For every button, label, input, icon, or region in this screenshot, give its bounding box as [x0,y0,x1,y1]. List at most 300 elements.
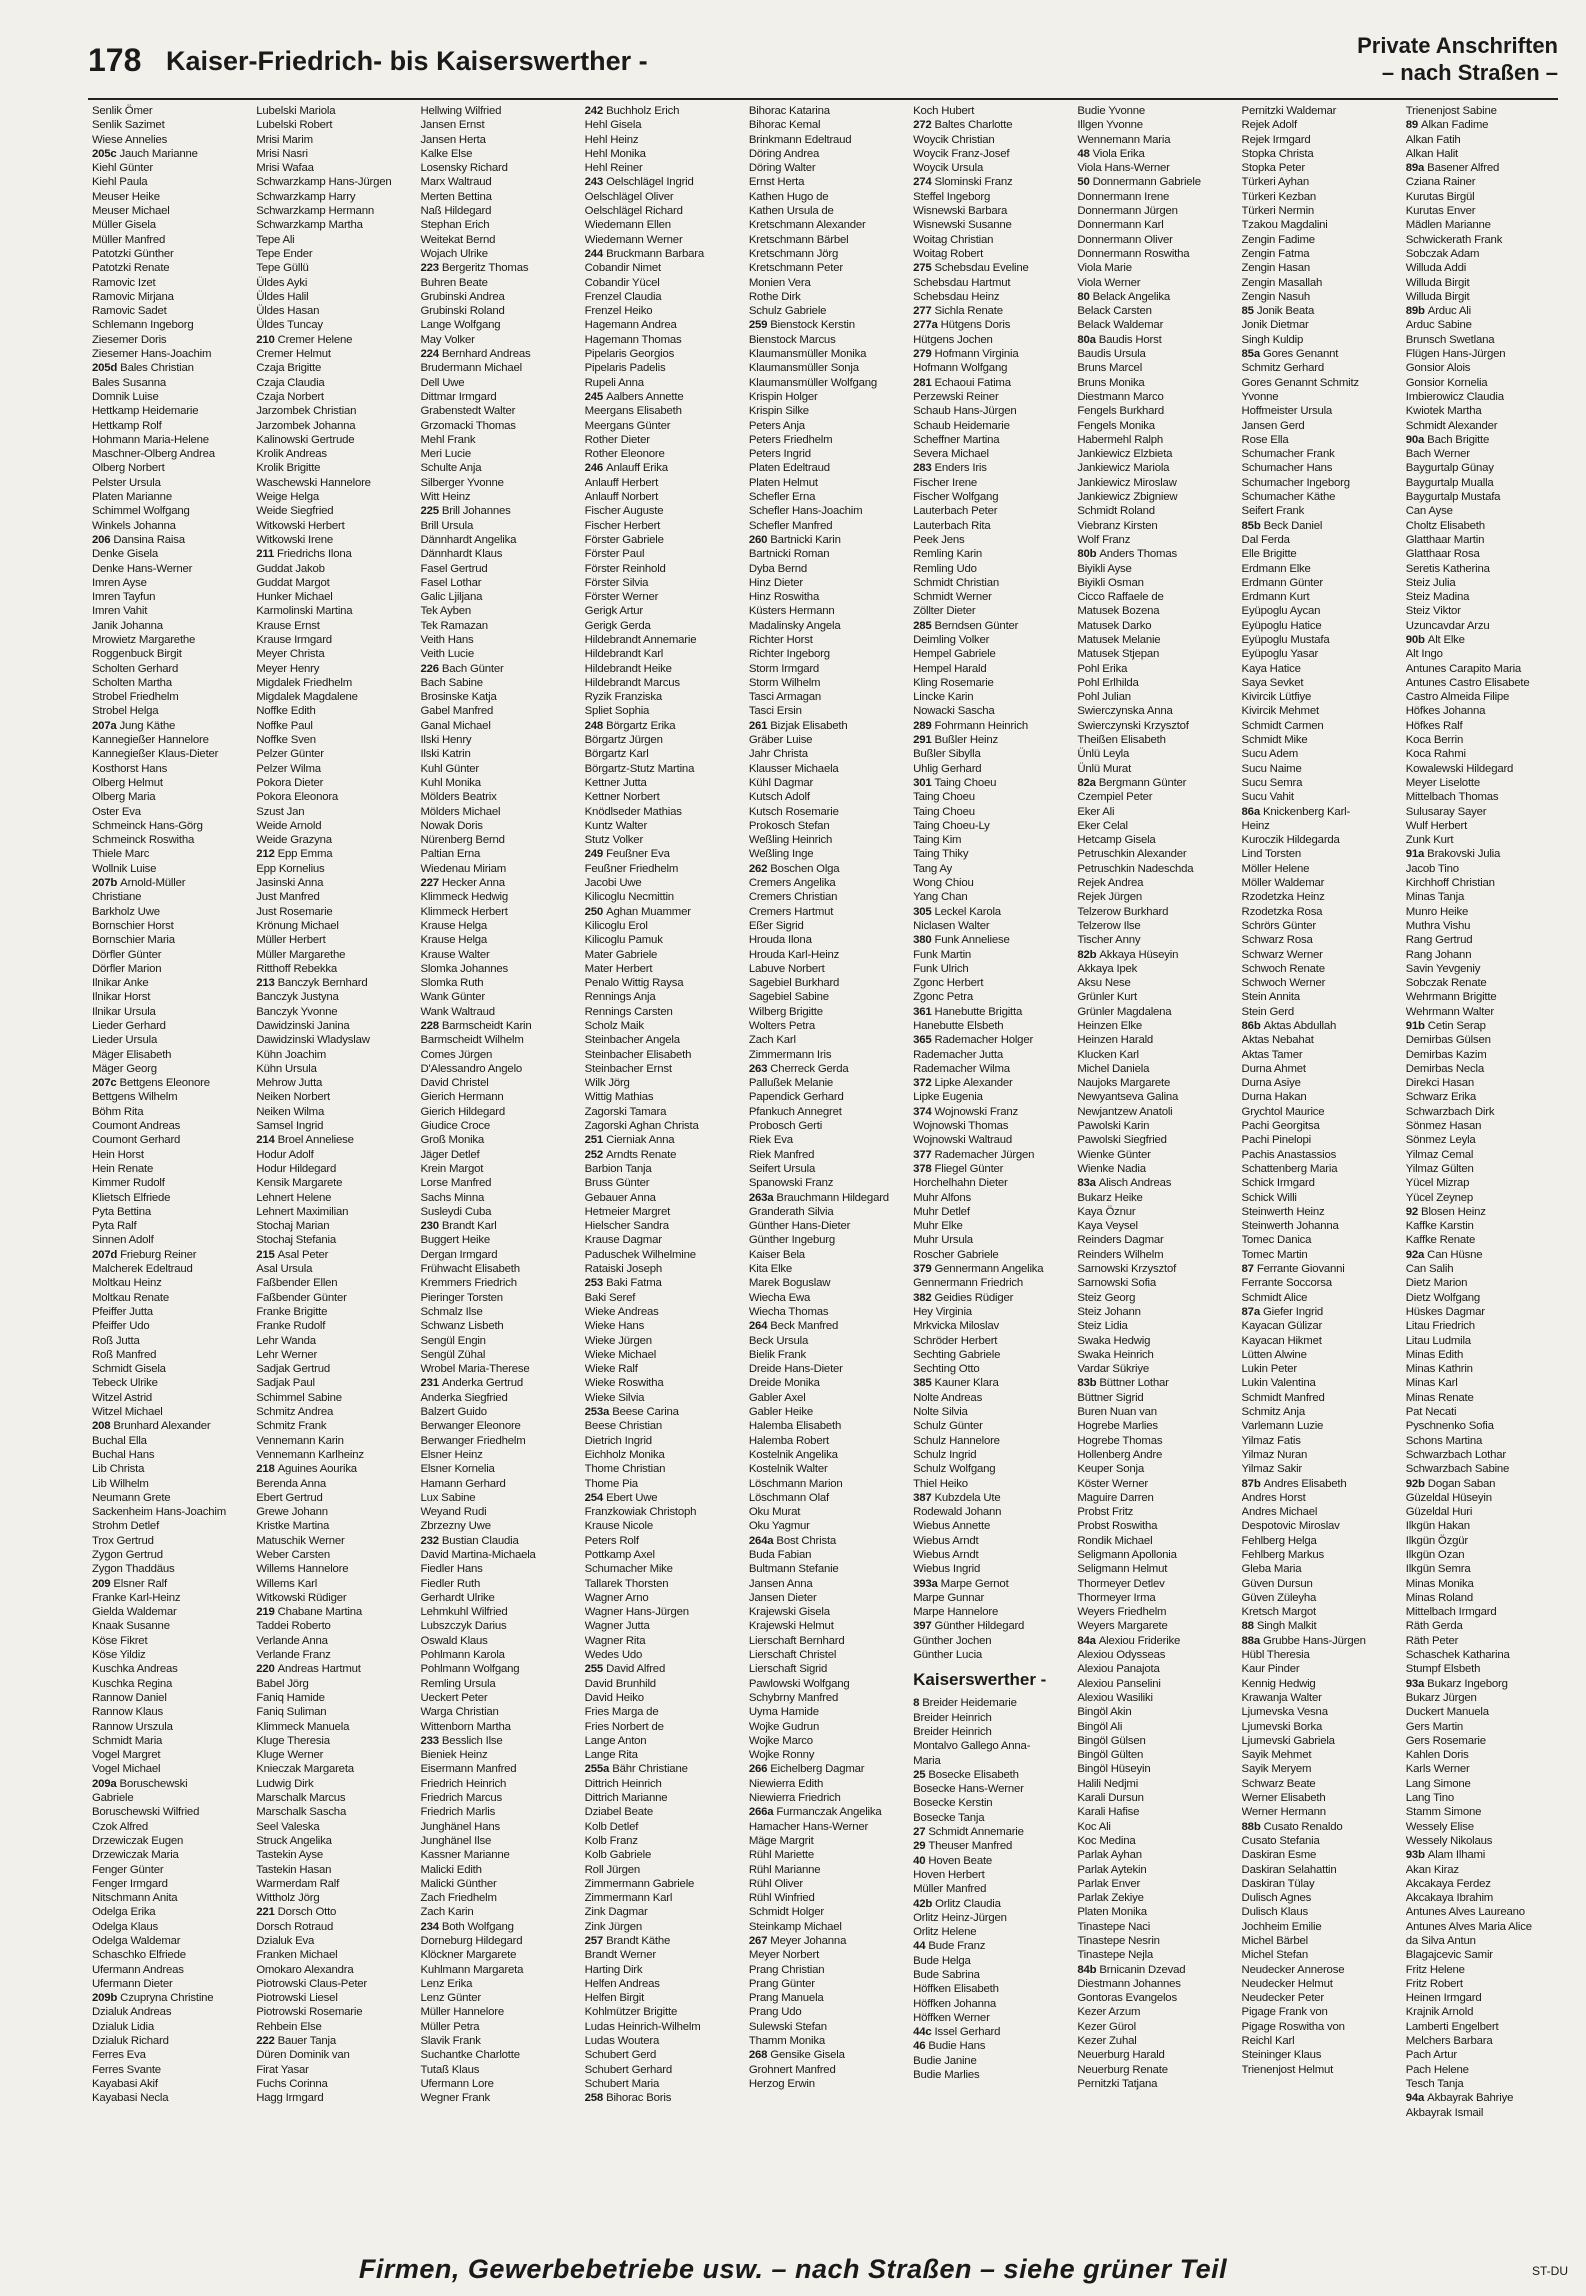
house-number: 393a [913,1577,938,1590]
resident-name: Baudis Horst [1098,333,1162,346]
resident-name: Kilicoglu Pamuk [584,934,663,947]
resident-name: Krause Helga [420,934,488,947]
resident-name: Dorsch Otto [277,1906,337,1919]
directory-entry [749,890,905,904]
directory-entry [913,948,1069,962]
resident-name: Lubelski Mariola [256,105,336,117]
directory-entry [749,1905,905,1919]
resident-name: Arnold-Müller [120,877,186,890]
directory-entry [585,1291,741,1305]
directory-entry [913,1219,1069,1233]
directory-entry [913,1391,1069,1405]
page-header [88,28,1558,100]
directory-entry [1242,104,1398,118]
resident-name: Tek Ramazan [420,619,488,632]
directory-entry [420,1491,576,1505]
resident-name: Roß Manfred [92,1348,157,1361]
directory-entry [420,1434,576,1448]
resident-name: Steffel Ingeborg [913,190,991,203]
directory-entry [1406,204,1562,218]
directory-entry [1242,133,1398,147]
house-number: 281 [913,376,932,389]
resident-name: Zach Friedhelm [420,1892,497,1905]
directory-entry [913,1711,1069,1725]
directory-entry [585,1748,741,1762]
directory-entry [256,1877,412,1891]
directory-entry [92,576,248,590]
directory-entry [420,1076,576,1090]
resident-name: Comes Jürgen [420,1048,493,1061]
directory-entry [420,1605,576,1619]
directory-entry [913,404,1069,418]
directory-entry [749,1248,905,1262]
resident-name: Spliet Sophia [584,705,650,718]
directory-entry [1242,2063,1398,2077]
resident-name: Akkaya Ipek [1077,962,1138,975]
directory-entry [256,1677,412,1691]
directory-entry [92,361,248,375]
resident-name: Güzeldal Huri [1405,1506,1473,1519]
resident-name: Brandt Karl [441,1220,497,1233]
resident-name: Pawolski Siegfried [1077,1134,1167,1147]
directory-entry [420,490,576,504]
directory-entry [913,1739,1069,1753]
directory-entry [92,948,248,962]
directory-entry [1406,1534,1562,1548]
directory-entry [913,805,1069,819]
house-number: 207c [92,1077,117,1090]
directory-entry [913,1405,1069,1419]
directory-entry [92,118,248,132]
directory-entry [1077,1562,1233,1576]
directory-entry [585,519,741,533]
directory-entry [1406,747,1562,761]
resident-name: Lenz Erika [420,1977,473,1990]
resident-name: Hodur Adolf [256,1148,314,1161]
directory-entry [749,633,905,647]
directory-entry [913,2025,1069,2039]
resident-name: Minas Roland [1405,1591,1474,1604]
resident-name: Schwarzbach Dirk [1405,1105,1495,1118]
resident-name: Lehr Werner [256,1348,318,1361]
resident-name: Drzewiczak Eugen [92,1834,184,1847]
resident-name: Kühl Dagmar [748,776,814,789]
directory-entry [585,361,741,375]
resident-name: Kezer Zuhal [1077,2035,1137,2048]
directory-entry [420,1162,576,1176]
directory-entry [1406,1677,1562,1691]
directory-entry [256,1548,412,1562]
resident-name: Alam Ilhami [1427,1849,1486,1862]
directory-entry [92,490,248,504]
resident-name: May Volker [420,333,475,346]
resident-name: Kilicoglu Necmittin [584,891,674,904]
resident-name: Elle Brigitte [1241,548,1297,561]
directory-entry [585,1762,741,1776]
directory-entry [1077,1076,1233,1090]
resident-name: Hüskes Dagmar [1405,1305,1485,1318]
resident-name: Horchelhahn Dieter [913,1177,1008,1190]
resident-name: Ernst Herta [748,176,805,189]
resident-name: Dännhardt Angelika [420,533,517,546]
resident-name: Omokaro Alexandra [256,1963,354,1976]
directory-entry [256,933,412,947]
directory-entry [420,733,576,747]
resident-name: Üldes Hasan [256,305,320,318]
resident-name: Helfen Andreas [584,1977,660,1990]
resident-name: Hrouda Karl-Heinz [748,948,840,961]
directory-entry [92,1419,248,1433]
resident-name: Hofmann Wolfgang [913,362,1008,375]
directory-entry [92,1434,248,1448]
resident-name: Remling Ursula [420,1677,496,1690]
resident-name: Olberg Norbert [92,462,165,475]
resident-name: Neuerburg Harald [1077,2049,1165,2062]
resident-name: Viola Hans-Werner [1077,162,1170,175]
resident-name: Franke Rudolf [256,1320,326,1333]
resident-name: Gierich Hildegard [420,1105,506,1118]
directory-entry [92,1591,248,1605]
directory-entry [420,590,576,604]
directory-entry [1242,1419,1398,1433]
resident-name: Labuve Norbert [748,962,825,975]
directory-entry [1406,361,1562,375]
resident-name: Stochaj Marian [256,1220,330,1233]
directory-entry [749,776,905,790]
resident-name: Jansen Anna [748,1577,813,1590]
directory-entry [92,1720,248,1734]
house-number: 222 [256,2035,275,2048]
directory-entry [913,933,1069,947]
directory-entry [749,1233,905,1247]
resident-name: Wiedemann Ellen [584,219,671,232]
resident-name: Junghänel Ilse [420,1834,492,1847]
directory-entry [1077,2034,1233,2048]
directory-entry [256,590,412,604]
directory-entry [92,1205,248,1219]
directory-entry [1406,1891,1562,1905]
directory-entry [256,647,412,661]
directory-entry [420,948,576,962]
directory-entry [913,1605,1069,1619]
directory-entry [92,433,248,447]
directory-entry [1242,590,1398,604]
directory-entry [1242,2048,1398,2062]
resident-name: Bosecke Tanja [913,1811,985,1824]
resident-name: Schröder Herbert [913,1334,998,1347]
resident-name: Michel Daniela [1077,1062,1150,1075]
directory-entry [420,719,576,733]
directory-entry [92,1062,248,1076]
resident-name: Neiken Wilma [256,1105,325,1118]
resident-name: Thiele Marc [92,848,150,861]
directory-entry [749,1548,905,1562]
resident-name: Helfen Birgit [584,1992,645,2005]
directory-entry [1077,1462,1233,1476]
directory-entry [1077,1891,1233,1905]
resident-name: Donnermann Karl [1077,219,1164,232]
directory-entry [1406,1334,1562,1348]
resident-name: Schwarzkamp Harry [256,190,356,203]
directory-entry [92,1448,248,1462]
resident-name: Oswald Klaus [420,1634,488,1647]
directory-entry [420,1619,576,1633]
resident-name: Faniq Hamide [256,1691,325,1704]
resident-name: Jacobi Uwe [584,877,642,890]
directory-entry [1077,619,1233,633]
directory-entry [585,1777,741,1791]
resident-name: Michel Bärbel [1241,1935,1308,1947]
house-number: 372 [913,1077,932,1090]
directory-entry [92,1662,248,1676]
resident-name: Meuser Michael [92,205,170,218]
resident-name: Bach Brigitte [1427,433,1490,446]
directory-entry [913,276,1069,290]
directory-entry [585,1319,741,1333]
resident-name: Weitekat Bernd [420,233,496,246]
directory-entry [92,662,248,676]
resident-name: Tepe Güllü [256,262,309,275]
resident-name: Ebert Gertrud [256,1491,323,1504]
resident-name: Tinastepe Nesrin [1077,1935,1160,1947]
house-number: 223 [420,262,439,275]
resident-name: Koc Medina [1077,1834,1136,1847]
resident-name: Witkowski Herbert [256,519,345,532]
directory-entry [1077,276,1233,290]
directory-entry [913,1176,1069,1190]
directory-entry [1406,290,1562,304]
house-number: 249 [584,848,604,861]
directory-entry [749,747,905,761]
resident-name: Bettgens Wilhelm [92,1091,178,1104]
directory-entry [913,1619,1069,1633]
house-number: 220 [256,1663,275,1676]
resident-name: Daskiran Tülay [1241,1877,1315,1890]
house-number: 87 [1241,1263,1254,1276]
resident-name: Bustian Claudia [441,1534,519,1547]
directory-entry [420,1362,576,1376]
resident-name: Boruschewski [119,1777,188,1790]
resident-name: Schmeinck Roswitha [92,834,195,847]
directory-entry [749,2048,905,2062]
resident-name: Belack Waldemar [1077,319,1164,332]
directory-entry [585,1734,741,1748]
resident-name: Bihorac Boris [606,2092,672,2105]
resident-name: Mrkvicka Miloslav [913,1320,999,1333]
directory-entry [420,1033,576,1047]
resident-name: Thome Pia [584,1477,638,1490]
directory-entry [256,1362,412,1376]
directory-entry [420,390,576,404]
resident-name: Pernitzki Waldemar [1241,105,1337,117]
resident-name: Lierschaft Sigrid [748,1663,828,1676]
resident-name: Zygon Thaddäus [92,1563,175,1576]
resident-name: Muhr Alfons [913,1191,972,1204]
resident-name: Woitag Robert [913,247,984,260]
directory-entry [256,962,412,976]
directory-entry [256,1948,412,1962]
directory-entry [749,1891,905,1905]
directory-entry [1406,862,1562,876]
directory-entry [1242,547,1398,561]
directory-entry [256,1419,412,1433]
directory-entry [92,476,248,490]
house-number: 234 [420,1920,439,1933]
resident-name: Lierschaft Bernhard [748,1634,845,1647]
resident-name: Bach Sabine [420,676,483,689]
directory-entry [913,1090,1069,1104]
resident-name: Mittelbach Thomas [1405,791,1499,804]
resident-name: Güven Züleyha [1241,1591,1317,1604]
resident-name: Stumpf Elsbeth [1405,1663,1481,1676]
directory-entry [1406,1805,1562,1819]
resident-name: Roscher Gabriele [913,1248,999,1261]
resident-name: Hanebutte Brigitta [934,1005,1023,1018]
directory-entry [1406,304,1562,318]
directory-entry [913,1233,1069,1247]
directory-entry [1242,1348,1398,1362]
resident-name: Slomka Johannes [420,962,508,975]
directory-entry [1406,376,1562,390]
directory-entry [913,190,1069,204]
resident-name: Lenz Günter [420,1992,481,2005]
resident-name: Slavik Frank [420,2035,481,2048]
resident-name: Epp Emma [277,848,333,861]
directory-entry [1077,1591,1233,1605]
directory-entry [585,376,741,390]
directory-entry [913,1276,1069,1290]
directory-entry [1406,890,1562,904]
resident-name: Schmidt Carmen [1241,719,1324,732]
resident-name: Krause Nicole [584,1520,653,1533]
directory-entry [1406,147,1562,161]
resident-name: Barkholz Uwe [92,905,160,918]
directory-entry [256,576,412,590]
resident-name: Wedes Udo [584,1649,643,1662]
resident-name: Minas Renate [1405,1391,1474,1404]
directory-entry [420,2005,576,2019]
resident-name: Bruns Marcel [1077,362,1143,375]
directory-entry [1242,1005,1398,1019]
directory-entry [749,276,905,290]
resident-name: Weber Carsten [256,1548,331,1561]
directory-entry [1242,1219,1398,1233]
resident-name: Kuschka Andreas [92,1663,178,1676]
directory-entry [913,376,1069,390]
resident-name: Yilmaz Gülten [1405,1162,1474,1175]
directory-entry [1077,1991,1233,2005]
resident-name: Bartnicki Roman [748,548,830,561]
directory-entry [913,361,1069,375]
resident-name: Hempel Gabriele [913,648,996,661]
resident-name: Ferrante Giovanni [1256,1263,1345,1276]
directory-entry [92,2063,248,2077]
resident-name: Patotzki Günther [92,247,174,260]
directory-entry [1406,1605,1562,1619]
directory-column [256,104,412,2244]
directory-entry [585,1191,741,1205]
directory-entry [1242,805,1398,819]
resident-name: Swaka Hedwig [1077,1334,1151,1347]
directory-entry [1406,1562,1562,1576]
resident-name: Antunes Carapito Maria [1405,662,1522,675]
resident-name: Bude Helga [913,1954,971,1967]
directory-entry [92,1048,248,1062]
resident-name: Möller Waldemar [1241,877,1325,890]
directory-entry [585,1419,741,1433]
resident-name: Pokora Eleonora [256,791,339,804]
resident-name: Hehl Heinz [584,133,639,146]
resident-name: Mittelbach Irmgard [1405,1606,1497,1619]
directory-entry [749,1677,905,1691]
resident-name: Jankiewicz Zbigniew [1077,491,1178,504]
directory-entry [585,1905,741,1919]
resident-name: Eichelberg Dagmar [770,1763,865,1776]
directory-entry [1242,1791,1398,1805]
resident-name: Cziana Rainer [1405,176,1476,189]
directory-entry [585,233,741,247]
house-number: 250 [584,905,604,918]
resident-name: Schaub Hans-Jürgen [913,405,1017,418]
resident-name: Buggert Heike [420,1234,491,1247]
resident-name: Werner Elisabeth [1241,1792,1326,1805]
resident-name: Papendick Gerhard [748,1091,844,1104]
directory-entry [256,1577,412,1591]
resident-name: Brakovski Julia [1427,848,1501,861]
directory-entry [420,1662,576,1676]
directory-entry [256,104,412,118]
resident-name: Antunes Alves Laureano [1405,1906,1525,1919]
resident-name: Petruschkin Nadeschda [1077,862,1194,875]
resident-name: Litau Friedrich [1405,1320,1475,1333]
resident-name: Kalke Else [420,147,473,160]
directory-entry [1406,1076,1562,1090]
resident-name: Habermehl Ralph [1077,433,1163,446]
directory-entry [256,490,412,504]
resident-name: Penalo Wittig Raysa [584,977,684,990]
resident-name: Jankiewicz Miroslaw [1077,476,1177,489]
resident-name: Weide Arnold [256,819,322,832]
resident-name: Baki Fatma [606,1277,662,1290]
directory-entry [1077,2005,1233,2019]
directory-entry [585,433,741,447]
directory-entry [1242,2034,1398,2048]
directory-entry [92,1133,248,1147]
resident-name: Schwarz Rosa [1241,934,1313,947]
directory-entry [749,1419,905,1433]
house-number: 80b [1077,548,1097,561]
section-title-line2: – nach Straßen – [1381,60,1558,85]
house-number: 243 [584,176,604,189]
resident-name: Schmidt Annemarie [928,1826,1024,1839]
directory-entry [913,776,1069,790]
directory-entry [1406,2063,1562,2077]
resident-name: Ilkgün Hakan [1405,1520,1470,1533]
resident-name: Maguire Darren [1077,1491,1154,1504]
resident-name: Schulz Hannelore [913,1434,1000,1447]
resident-name: Günther Lucia [913,1649,983,1662]
directory-entry [749,1133,905,1147]
directory-entry [1406,161,1562,175]
directory-entry [749,1033,905,1047]
resident-name: Sackenheim Hans-Joachim [92,1506,227,1519]
directory-entry [92,304,248,318]
directory-entry [420,847,576,861]
resident-name: Michel Stefan [1241,1949,1308,1962]
directory-entry [1242,190,1398,204]
directory-entry [585,2077,741,2091]
directory-entry [913,1811,1069,1825]
